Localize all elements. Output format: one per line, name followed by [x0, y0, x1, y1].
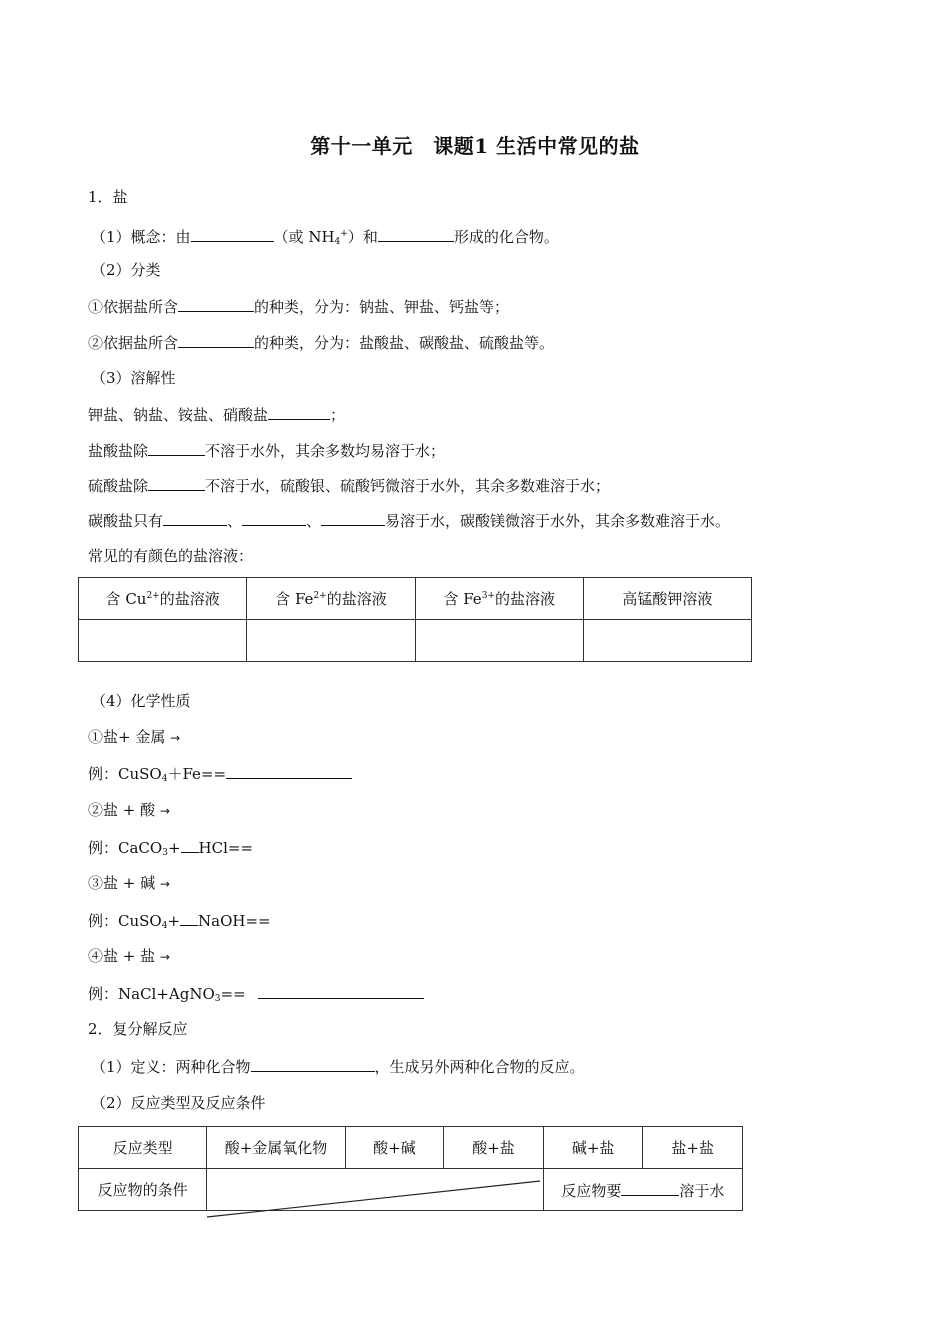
reaction-2-example: 例：CaCO$_3$+ HCl==	[88, 836, 253, 864]
arrow-icon: →	[159, 877, 170, 891]
header-fe2: 含 $Fe^{2+}$的盐溶液	[247, 578, 415, 620]
page-title: 第十一单元 课题1 生活中常见的盐	[310, 134, 640, 158]
header-kmno4: 高锰酸钾溶液	[583, 578, 751, 620]
arrow-icon: →	[159, 950, 170, 964]
solubility-line-4: 碳酸盐只有 、 、 易溶于水，碳酸镁微溶于水外，其余多数难溶于水。	[88, 509, 730, 532]
classify-line-2: ②依据盐所含 的种类，分为：盐酸盐、碳酸盐、硫酸盐等。	[88, 331, 554, 354]
reaction-4: ④盐 + 盐 →	[88, 947, 170, 965]
solubility-line-2: 盐酸盐除 不溶于水外，其余多数均易溶于水；	[88, 439, 445, 462]
arrow-icon: →	[159, 804, 170, 818]
reaction-3-example: 例：CuSO$_4$+ NaOH==	[88, 909, 271, 937]
reaction-types-heading: （2）反应类型及反应条件	[91, 1094, 266, 1112]
solubility-line-3: 硫酸盐除 不溶于水，硫酸银、硫酸钙微溶于水外，其余多数难溶于水；	[88, 474, 610, 497]
chem-properties-heading: （4）化学性质	[91, 692, 191, 710]
definition-line: （1）定义：两种化合物 ，生成另外两种化合物的反应。	[91, 1055, 585, 1078]
header-cu2: 含 $Cu^{2+}$的盐溶液	[79, 578, 247, 620]
solubility-line-1: 钾盐、钠盐、铵盐、硝酸盐 ；	[88, 403, 345, 426]
conditions-salt-cell: 反应物要 溶于水	[543, 1169, 742, 1211]
colored-solutions-label: 常见的有颜色的盐溶液：	[88, 547, 254, 565]
reaction-4-example: 例：NaCl+AgNO$_3$==	[88, 982, 424, 1010]
type-acid-base: 酸+碱	[345, 1127, 444, 1169]
conditions-label: 反应物的条件	[79, 1169, 207, 1211]
reaction-1-example: 例：CuSO$_4$＋Fe==	[88, 762, 352, 790]
concept-line: （1）概念：由 （或 $NH_4^+$）和 形成的化合物。	[91, 223, 559, 253]
type-base-salt: 碱+盐	[543, 1127, 643, 1169]
type-header-label: 反应类型	[79, 1127, 207, 1169]
reaction-1: ①盐+ 金属 →	[88, 728, 181, 746]
reaction-2: ②盐 + 酸 →	[88, 801, 170, 819]
section-2-heading: 2．复分解反应	[88, 1020, 188, 1038]
header-fe3: 含 $Fe^{3+}$的盐溶液	[415, 578, 583, 620]
solubility-heading: （3）溶解性	[91, 369, 176, 387]
type-acid-salt: 酸+盐	[444, 1127, 544, 1169]
classify-heading: （2）分类	[91, 261, 161, 279]
slash-line	[207, 1181, 540, 1217]
type-acid-oxide: 酸+金属氧化物	[207, 1127, 345, 1169]
section-1-heading: 1．盐	[88, 188, 128, 206]
reaction-3: ③盐 + 碱 →	[88, 874, 170, 892]
classify-line-1: ①依据盐所含 的种类，分为：钠盐、钾盐、钙盐等；	[88, 295, 509, 318]
type-salt-salt: 盐+盐	[643, 1127, 743, 1169]
arrow-icon: →	[170, 731, 181, 745]
